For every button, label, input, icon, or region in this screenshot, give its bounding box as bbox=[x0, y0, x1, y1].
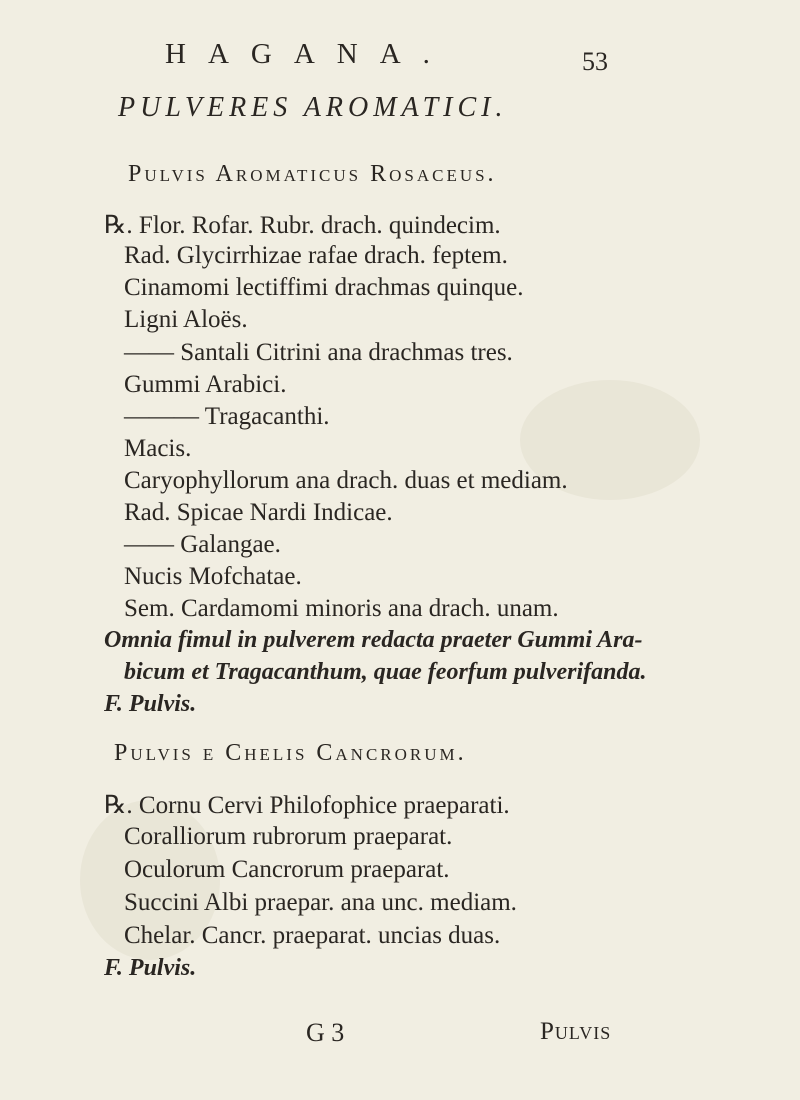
recipe-line: Macis. bbox=[124, 435, 192, 462]
recipe-line: Chelar. Cancr. praeparat. uncias duas. bbox=[124, 922, 501, 949]
paper-stain bbox=[80, 800, 220, 960]
instruction-line: Omnia fimul in pulverem redacta praeter Gummi Ara- bbox=[104, 627, 643, 653]
recipe-line: Ligni Aloës. bbox=[124, 306, 248, 333]
recipe-line: Oculorum Cancrorum praeparat. bbox=[124, 856, 450, 883]
recipe-line: Gummi Arabici. bbox=[124, 371, 287, 398]
recipe-line: ℞. Cornu Cervi Philofophice praeparati. bbox=[104, 792, 510, 819]
recipe-line: Coralliorum rubrorum praeparat. bbox=[124, 823, 453, 850]
section-title: Pulvis e Chelis Cancrorum. bbox=[114, 740, 467, 766]
main-title: PULVERES AROMATICI. bbox=[118, 92, 508, 123]
instruction-line: F. Pulvis. bbox=[104, 955, 197, 981]
instruction-line: F. Pulvis. bbox=[104, 691, 197, 717]
signature-mark: G 3 bbox=[306, 1018, 345, 1047]
page-number: 53 bbox=[582, 47, 608, 76]
recipe-line: Rad. Glycirrhizae rafae drach. feptem. bbox=[124, 242, 508, 269]
instruction-line: bicum et Tragacanthum, quae feorfum pulverifanda. bbox=[124, 659, 647, 685]
running-title: HAGANA. bbox=[165, 38, 452, 70]
recipe-line: Cinamomi lectiffimi drachmas quinque. bbox=[124, 274, 524, 301]
recipe-line: ℞. Flor. Rofar. Rubr. drach. quindecim. bbox=[104, 212, 501, 239]
recipe-line: —— Santali Citrini ana drachmas tres. bbox=[124, 339, 513, 366]
recipe-line: —— Galangae. bbox=[124, 531, 281, 558]
section-title: Pulvis Aromaticus Rosaceus. bbox=[128, 161, 497, 187]
recipe-line: Sem. Cardamomi minoris ana drach. unam. bbox=[124, 595, 559, 622]
recipe-line: Succini Albi praepar. ana unc. mediam. bbox=[124, 889, 517, 916]
catchword: Pulvis bbox=[540, 1018, 612, 1045]
recipe-line: ——— Tragacanthi. bbox=[124, 403, 330, 430]
recipe-line: Rad. Spicae Nardi Indicae. bbox=[124, 499, 393, 526]
recipe-line: Caryophyllorum ana drach. duas et mediam. bbox=[124, 467, 568, 494]
recipe-line: Nucis Mofchatae. bbox=[124, 563, 302, 590]
